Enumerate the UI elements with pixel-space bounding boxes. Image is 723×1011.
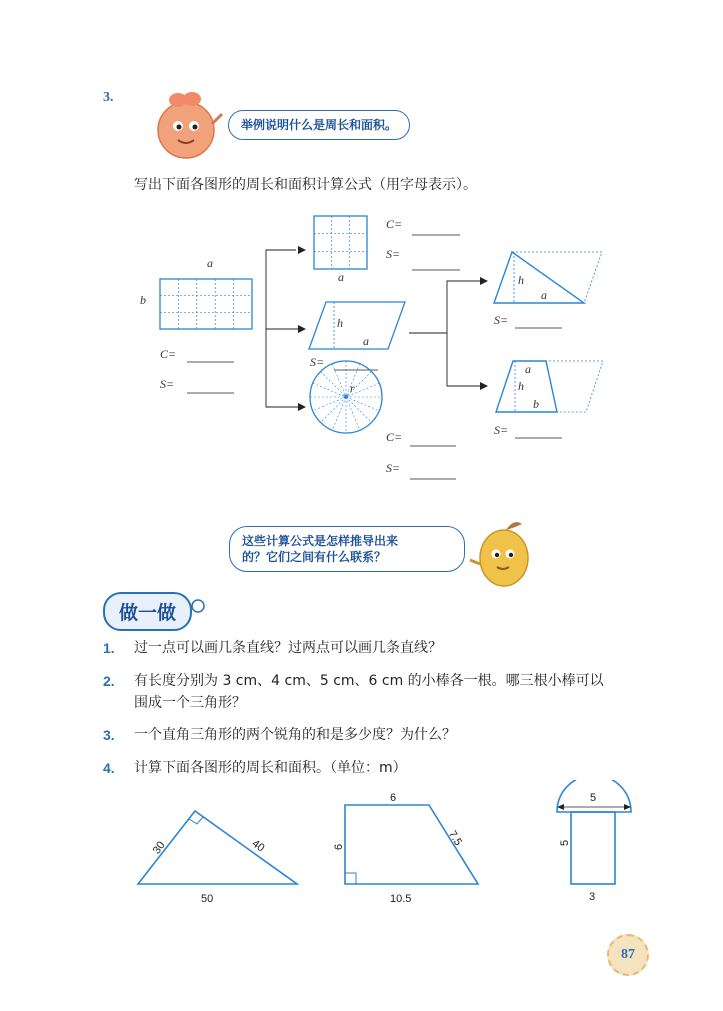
speech-line-2: 的？它们之间有什么联系？ — [242, 550, 387, 564]
badge-tail-icon — [188, 598, 210, 614]
trap-slant-7-5: 7.5 — [445, 828, 465, 848]
rect-s-label: S= — [160, 377, 175, 391]
instruction-text: 写出下面各图形的周长和面积计算公式（用字母表示）。 — [134, 177, 477, 193]
mascot-peach-icon — [148, 86, 226, 166]
tri-s-label: S= — [494, 313, 509, 327]
para-s-label: S= — [310, 355, 325, 369]
mushroom-base-3: 3 — [589, 891, 596, 903]
tri-h-label: h — [518, 273, 524, 287]
circle-c-label: C= — [386, 430, 403, 444]
trap-s-label: S= — [494, 423, 509, 437]
tri-a-label: a — [541, 288, 547, 302]
trap-h-label: h — [518, 379, 524, 393]
item-2-num: 2. — [103, 673, 115, 689]
exercise-figures — [0, 780, 723, 920]
square-c-label: C= — [386, 217, 403, 231]
speech-bubble-bottom — [229, 526, 465, 572]
square-figure — [314, 216, 367, 269]
trap-a-label: a — [525, 362, 531, 376]
tri-base-50: 50 — [201, 893, 214, 905]
parallelogram-figure — [309, 302, 405, 349]
item-4-num: 4. — [103, 760, 115, 776]
trap-b-label: b — [533, 397, 539, 411]
circle-figure — [310, 361, 382, 433]
rect-a-label: a — [207, 256, 213, 270]
mascot-potato-icon — [468, 514, 538, 590]
triangle-figure — [494, 252, 584, 303]
section-number: 3. — [103, 90, 114, 105]
mushroom-height-5: 5 — [559, 839, 571, 846]
formula-diagram — [0, 200, 723, 500]
rect-c-label: C= — [160, 347, 177, 361]
circle-s-label: S= — [386, 461, 401, 475]
trap-height-6: 6 — [333, 843, 345, 850]
item-3-text: 一个直角三角形的两个锐角的和是多少度？为什么？ — [134, 727, 456, 743]
rectangle-figure — [160, 279, 252, 329]
speech-line-1: 这些计算公式是怎样推导出来 — [242, 534, 399, 548]
tri-side-30: 30 — [150, 839, 168, 857]
trap-top-6: 6 — [390, 792, 397, 804]
item-2-text-2: 围成一个三角形？ — [134, 695, 246, 711]
mushroom-diameter-5: 5 — [590, 792, 597, 804]
item-2-text: 有长度分别为 3 cm、4 cm、5 cm、6 cm 的小棒各一根。哪三根小棒可以 — [134, 673, 604, 689]
trap-base-10-5: 10.5 — [390, 893, 412, 905]
item-1-text: 过一点可以画几条直线？过两点可以画几条直线？ — [134, 640, 442, 656]
speech-bubble-top: 举例说明什么是周长和面积。 — [228, 110, 410, 140]
page-number: 87 — [607, 934, 649, 976]
tri-side-40: 40 — [249, 837, 267, 855]
item-3-num: 3. — [103, 727, 115, 743]
mushroom-stem-figure — [571, 812, 615, 884]
para-a-label: a — [363, 334, 369, 348]
item-4-text: 计算下面各图形的周长和面积。（单位：m） — [134, 760, 407, 776]
practice-badge: 做一做 — [103, 592, 192, 631]
square-a-label: a — [338, 270, 344, 284]
square-s-label: S= — [386, 247, 401, 261]
circle-r-label: r — [350, 381, 355, 395]
item-1-num: 1. — [103, 640, 115, 656]
rect-b-label: b — [140, 293, 146, 307]
para-h-label: h — [337, 316, 343, 330]
